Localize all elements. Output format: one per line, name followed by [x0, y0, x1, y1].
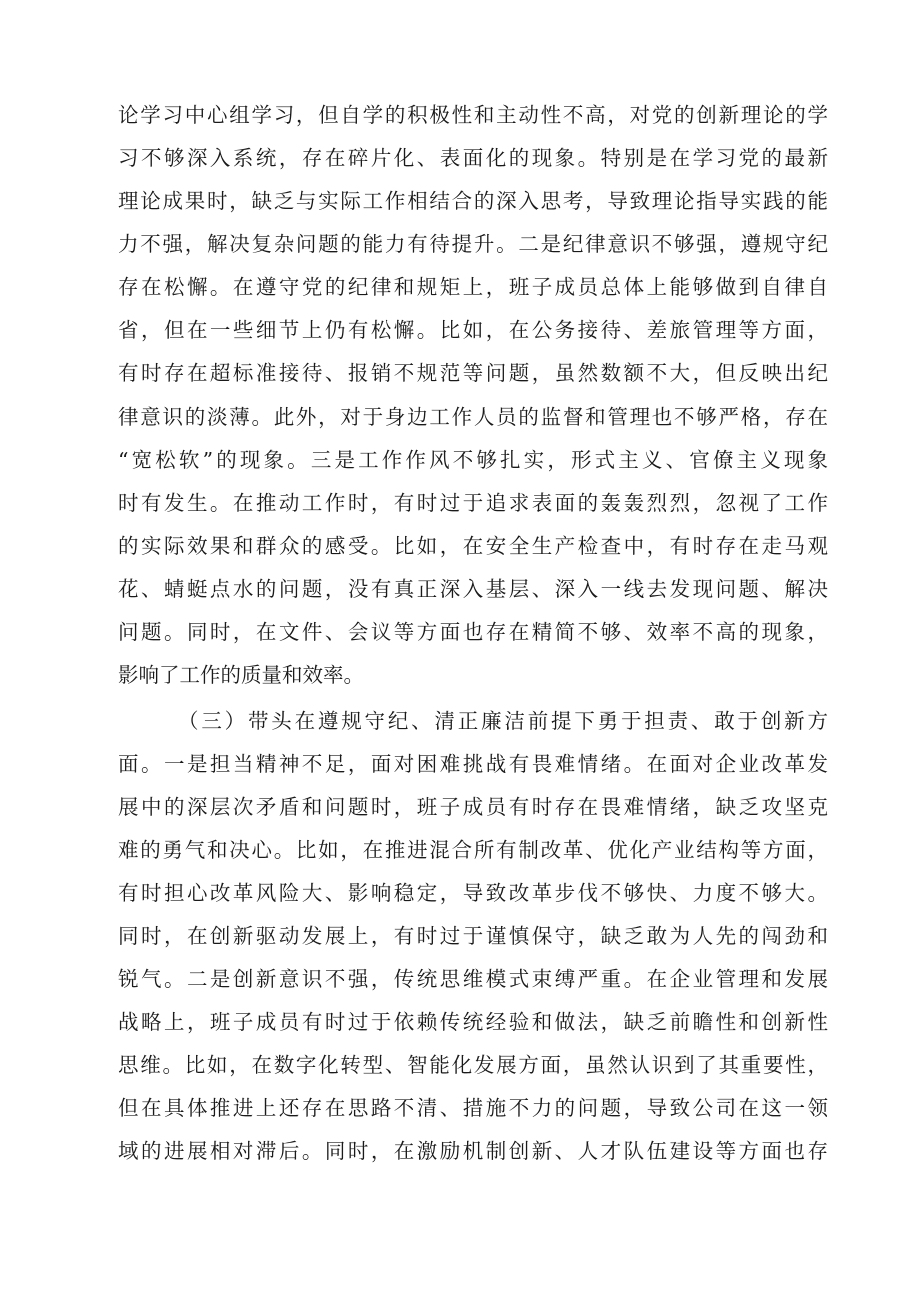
text-line: 论学习中心组学习，但自学的积极性和主动性不高，对党的创新理论的学: [118, 103, 828, 127]
text-line: 域的进展相对滞后。同时，在激励机制创新、人才队伍建设等方面也存: [118, 1139, 828, 1163]
text-line: 律意识的淡薄。此外，对于身边工作人员的监督和管理也不够严格，存在: [118, 405, 828, 429]
text-line: 但在具体推进上还存在思路不清、措施不力的问题，导致公司在这一领: [118, 1096, 828, 1120]
section-heading-line: （三）带头在遵规守纪、清正廉洁前提下勇于担责、敢于创新方: [178, 709, 828, 733]
text-line: 面。一是担当精神不足，面对困难挑战有畏难情绪。在面对企业改革发: [118, 752, 828, 776]
text-line: 问题。同时，在文件、会议等方面也存在精简不够、效率不高的现象，: [118, 620, 828, 644]
text-line: 影响了工作的质量和效率。: [118, 663, 364, 687]
text-line: 有时存在超标准接待、报销不规范等问题，虽然数额不大，但反映出纪: [118, 361, 828, 385]
text-line: 锐气。二是创新意识不强，传统思维模式束缚严重。在企业管理和发展: [118, 967, 828, 991]
text-line: “宽松软”的现象。三是工作作风不够扎实，形式主义、官僚主义现象: [118, 448, 828, 472]
text-line: 的实际效果和群众的感受。比如，在安全生产检查中，有时存在走马观: [118, 534, 828, 558]
text-line: 省，但在一些细节上仍有松懈。比如，在公务接待、差旅管理等方面，: [118, 318, 828, 342]
text-line: 难的勇气和决心。比如，在推进混合所有制改革、优化产业结构等方面，: [118, 838, 828, 862]
text-line: 展中的深层次矛盾和问题时，班子成员有时存在畏难情绪，缺乏攻坚克: [118, 795, 828, 819]
text-line: 同时，在创新驱动发展上，有时过于谨慎保守，缺乏敢为人先的闯劲和: [118, 924, 828, 948]
text-line: 理论成果时，缺乏与实际工作相结合的深入思考，导致理论指导实践的能: [118, 189, 828, 213]
text-line: 力不强，解决复杂问题的能力有待提升。二是纪律意识不够强，遵规守纪: [118, 232, 828, 256]
text-line: 时有发生。在推动工作时，有时过于追求表面的轰轰烈烈，忽视了工作: [118, 491, 828, 515]
text-line: 习不够深入系统，存在碎片化、表面化的现象。特别是在学习党的最新: [118, 146, 828, 170]
text-line: 有时担心改革风险大、影响稳定，导致改革步伐不够快、力度不够大。: [118, 881, 828, 905]
text-line: 花、蜻蜓点水的问题，没有真正深入基层、深入一线去发现问题、解决: [118, 577, 828, 601]
text-line: 战略上，班子成员有时过于依赖传统经验和做法，缺乏前瞻性和创新性: [118, 1010, 828, 1034]
text-line: 思维。比如，在数字化转型、智能化发展方面，虽然认识到了其重要性，: [118, 1053, 828, 1077]
text-line: 存在松懈。在遵守党的纪律和规矩上，班子成员总体上能够做到自律自: [118, 275, 828, 299]
